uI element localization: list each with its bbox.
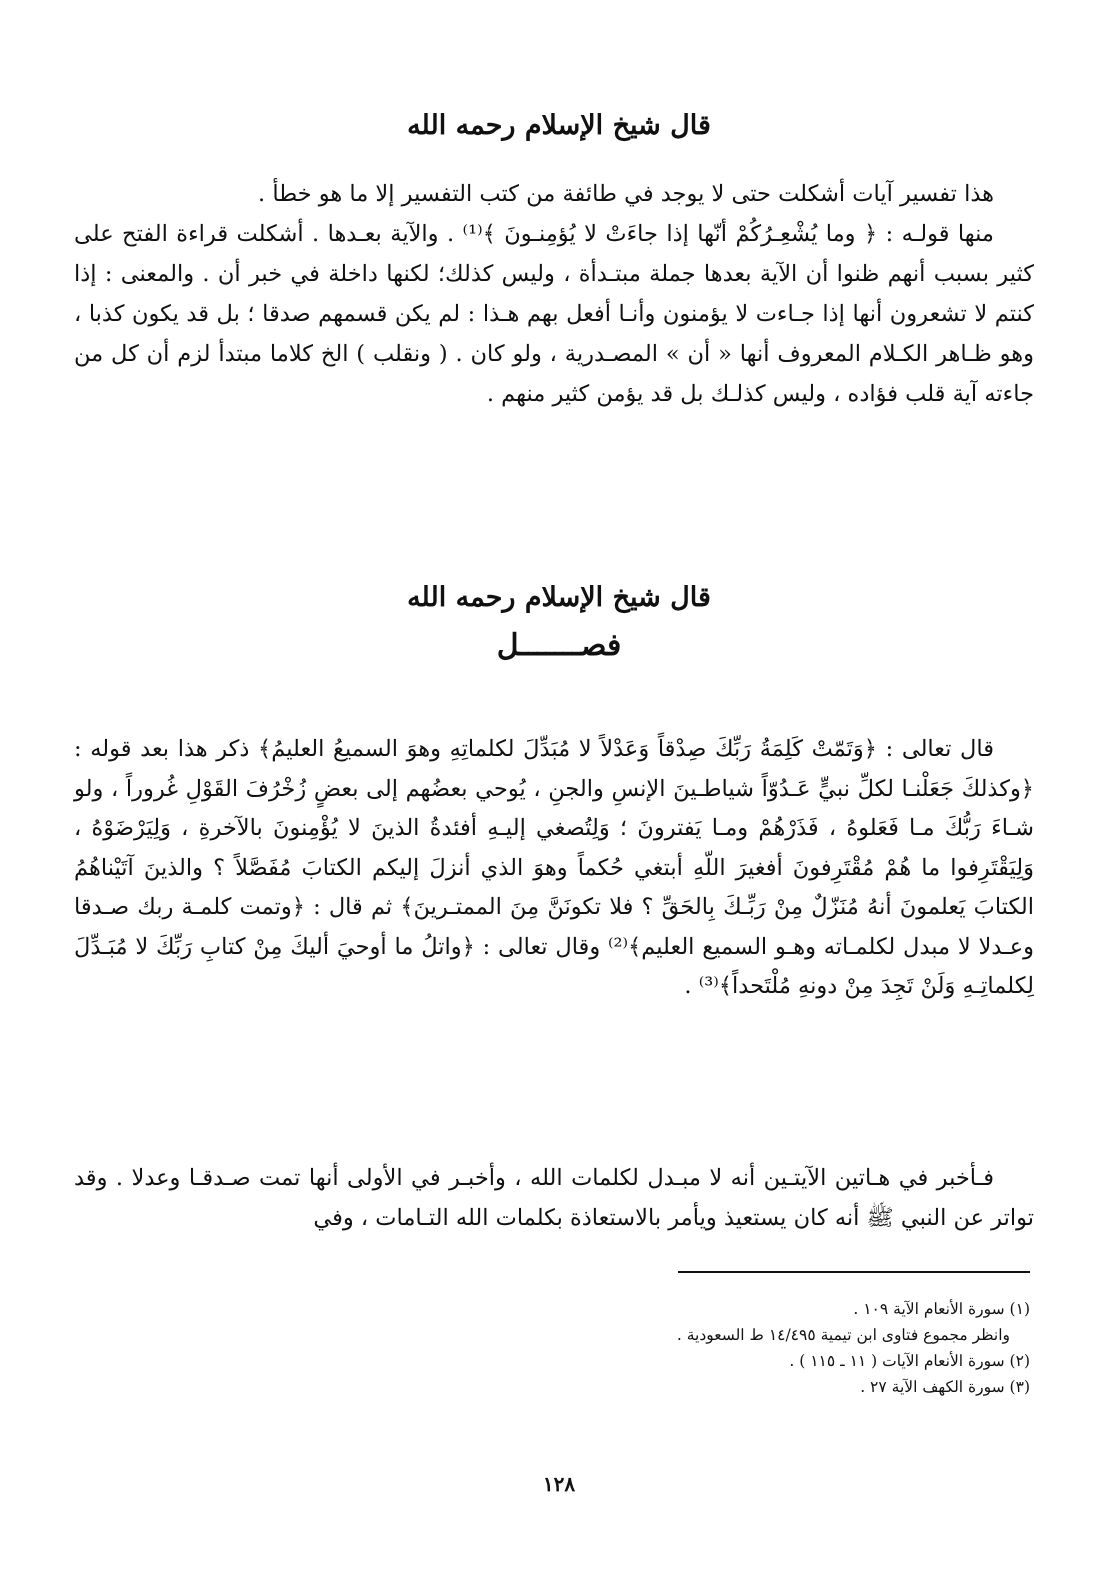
section2-paragraph-2: فـأخبر في هـاتين الآيتـين أنه لا مبـدل لكلمات الله ، وأخبـر في الأولى أنها تمت صـدقـا وعدلا . وقد تواتر عن النبي ﷺ أنه كان يستعيذ ويأمر بالاستعاذة بكلمات الله التـامات ، وفي <box>74 1165 1034 1231</box>
footnote-1-note: وانظر مجموع فتاوى ابن تيمية ١٤/٤٩٥ ط السعودية . <box>676 1326 1010 1344</box>
section1-paragraph-2: منها قولـه : ﴿ وما يُشْعِـرُكُمْ أنّها إذا جاءَتْ لا يُؤمِنـونَ ﴾⁽¹⁾ . والآية بعـدها . أشكلت قراءة الفتح على كثير بسبب أنهم ظنوا أن الآية بعدها جملة مبتـدأة ، وليس كذلك؛ لكنها داخلة في خبر أن . والمعنى : إذا كنتم لا تشعرون أنها إذا جـاءت لا يؤمنون وأنـا أفعل بهم هـذا : لم يكن قسمهم صدقا ؛ بل قد يكون كذبا ، وهو ظـاهر الكـلام المعروف أنها « أن » المصـدرية ، ولو كان . ( ونقلب ) الخ كلاما مبتدأ لزم أن كل من جاءته آية قلب فؤاده ، وليس كذلـك بل قد يؤمن كثير منهم . <box>74 221 1034 407</box>
section1-paragraph-1: هذا تفسير آيات أشكلت حتى لا يوجد في طائفة من كتب التفسير إلا ما هو خطأ . <box>258 181 994 207</box>
section2-heading: قال شيخ الإسلام رحمه الله <box>407 582 711 613</box>
footnote-1: (١) سورة الأنعام الآية ١٠٩ . <box>853 1300 1030 1318</box>
footnote-separator <box>678 1271 1030 1273</box>
page-number: ١٢٨ <box>542 1472 576 1496</box>
section2-body-cont <box>74 1158 1034 1238</box>
footnote-3: (٣) سورة الكهف الآية ٢٧ . <box>860 1378 1030 1396</box>
section2-body <box>74 730 1034 1007</box>
section1-body <box>74 174 1034 414</box>
footnote-2: (٢) سورة الأنعام الآيات ( ١١ ـ ١١٥ ) . <box>789 1352 1030 1370</box>
section1-heading: قال شيخ الإسلام رحمه الله <box>407 110 711 141</box>
section2-paragraph-1: قال تعالى : ﴿وَتَمّتْ كَلِمَةُ رَبِّكَ صِدْقاً وَعَدْلاً لا مُبَدِّلَ لكلماتِهِ وهوَ السميعُ العليمُ﴾ ذكر هذا بعد قوله : ﴿وكذلكَ جَعَلْنـا لكلِّ نبيٍّ عَـدُوّاً شياطـينَ الإنسِ والجنِ ، يُوحي بعضُهم إلى بعضٍ زُخْرُفَ القَوْلِ غُروراً ، ولو شـاءَ رَبُّكَ مـا فَعَلوهُ ، فَذَرْهُمْ ومـا يَفترونَ ؛ وَلِتُصغي إليـهِ أفئدةُ الذينَ لا يُؤْمِنونَ بالآخرةِ ، وَلِيَرْضَوْهُ ، وَلِيَقْتَرِفوا ما هُمْ مُقْتَرِفونَ أفغيرَ اللّهِ أبتغي حُكماً وهوَ الذي أنزلَ إليكم الكتابَ مُفَصَّلاً ؟ والذينَ آتَيْناهُمُ الكتابَ يَعلمونَ أنهُ مُنَزّلٌ مِنْ رَبِّـكَ بِالحَقِّ ؟ فلا تكونَنَّ مِنَ الممتـرينَ﴾ ثم قال : ﴿وتمت كلمـة ربك صـدقا وعـدلا لا مبدل لكلمـاته وهـو السميع العليم﴾⁽²⁾ وقال تعالى : ﴿واتلُ ما أوحيَ أليكَ مِنْ كتابِ رَبِّكَ لا مُبَـدِّلَ لِكلماتِـهِ وَلَنْ تَجِدَ مِنْ دونهِ مُلْتَحداً﴾⁽³⁾ . <box>74 736 1035 999</box>
section2-subheading: فصـــــــل <box>496 628 622 663</box>
footnotes <box>500 1296 1030 1400</box>
